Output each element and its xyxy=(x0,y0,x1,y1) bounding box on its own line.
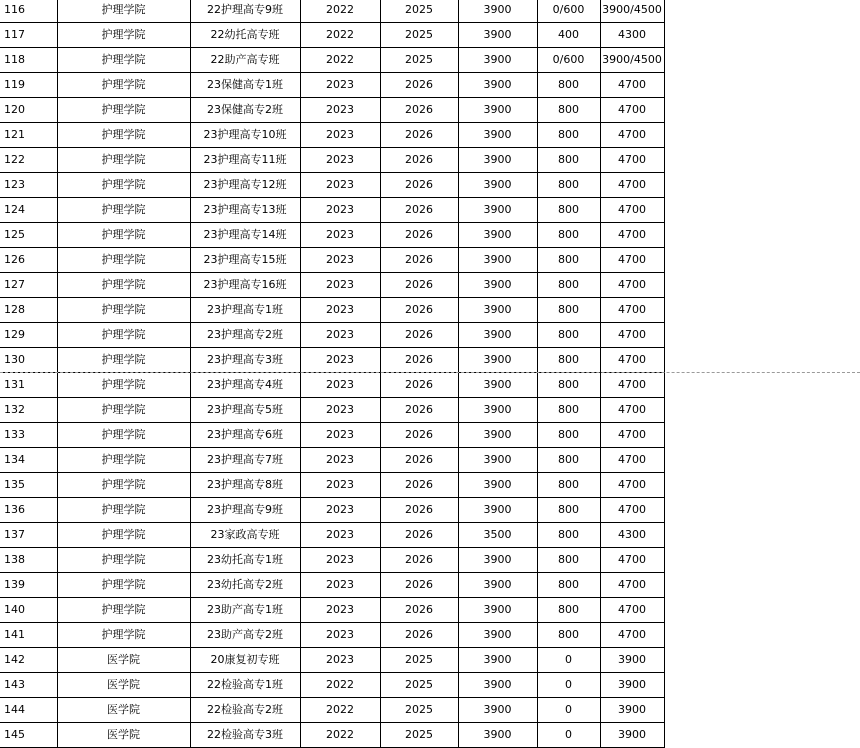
tuition-cell[interactable]: 3900 xyxy=(458,473,537,498)
graduate-year-cell[interactable]: 2025 xyxy=(380,648,458,673)
tuition-cell[interactable]: 3900 xyxy=(458,23,537,48)
class-name-cell[interactable]: 23幼托高专1班 xyxy=(190,548,300,573)
table-row xyxy=(0,548,664,573)
class-name-cell[interactable]: 23护理高专4班 xyxy=(190,373,300,398)
extra-fee-cell[interactable]: 800 xyxy=(537,423,600,448)
total-fee-cell[interactable]: 4700 xyxy=(600,398,664,423)
total-fee-cell[interactable]: 4700 xyxy=(600,548,664,573)
total-fee-cell[interactable]: 4700 xyxy=(600,248,664,273)
table-row xyxy=(0,273,664,298)
tuition-cell[interactable]: 3900 xyxy=(458,73,537,98)
enroll-year-cell[interactable]: 2023 xyxy=(300,548,380,573)
enroll-year-cell[interactable]: 2023 xyxy=(300,173,380,198)
class-name-cell[interactable]: 23护理高专5班 xyxy=(190,398,300,423)
college-cell[interactable]: 护理学院 xyxy=(57,548,190,573)
total-fee-cell[interactable]: 4300 xyxy=(600,23,664,48)
total-fee-cell[interactable]: 3900 xyxy=(600,648,664,673)
row-number-cell[interactable]: 145 xyxy=(0,723,57,748)
graduate-year-cell[interactable]: 2026 xyxy=(380,248,458,273)
table-row xyxy=(0,673,664,698)
graduate-year-cell[interactable]: 2026 xyxy=(380,98,458,123)
total-fee-cell[interactable]: 3900 xyxy=(600,673,664,698)
graduate-year-cell[interactable]: 2026 xyxy=(380,548,458,573)
extra-fee-cell[interactable]: 800 xyxy=(537,173,600,198)
tuition-cell[interactable]: 3900 xyxy=(458,48,537,73)
tuition-cell[interactable]: 3900 xyxy=(458,198,537,223)
extra-fee-cell[interactable]: 800 xyxy=(537,273,600,298)
total-fee-cell[interactable]: 3900 xyxy=(600,723,664,748)
extra-fee-cell[interactable]: 800 xyxy=(537,148,600,173)
enroll-year-cell[interactable]: 2023 xyxy=(300,473,380,498)
table-row xyxy=(0,123,664,148)
total-fee-cell[interactable]: 4700 xyxy=(600,298,664,323)
college-cell[interactable]: 护理学院 xyxy=(57,123,190,148)
extra-fee-cell[interactable]: 0 xyxy=(537,673,600,698)
class-name-cell[interactable]: 23家政高专班 xyxy=(190,523,300,548)
tuition-cell[interactable]: 3900 xyxy=(458,98,537,123)
enroll-year-cell[interactable]: 2023 xyxy=(300,348,380,373)
extra-fee-cell[interactable]: 800 xyxy=(537,573,600,598)
extra-fee-cell[interactable]: 800 xyxy=(537,198,600,223)
total-fee-cell[interactable]: 4700 xyxy=(600,473,664,498)
tuition-cell[interactable]: 3900 xyxy=(458,123,537,148)
tuition-cell[interactable]: 3900 xyxy=(458,423,537,448)
tuition-cell[interactable]: 3900 xyxy=(458,598,537,623)
row-number-cell[interactable]: 133 xyxy=(0,423,57,448)
table-row xyxy=(0,473,664,498)
total-fee-cell[interactable]: 4700 xyxy=(600,598,664,623)
enroll-year-cell[interactable]: 2022 xyxy=(300,48,380,73)
enroll-year-cell[interactable]: 2023 xyxy=(300,398,380,423)
tuition-cell[interactable]: 3900 xyxy=(458,648,537,673)
college-cell[interactable]: 护理学院 xyxy=(57,323,190,348)
tuition-cell[interactable]: 3900 xyxy=(458,498,537,523)
table-row xyxy=(0,248,664,273)
class-name-cell[interactable]: 23助产高专1班 xyxy=(190,598,300,623)
tuition-cell[interactable]: 3900 xyxy=(458,448,537,473)
graduate-year-cell[interactable]: 2026 xyxy=(380,148,458,173)
extra-fee-cell[interactable]: 800 xyxy=(537,123,600,148)
class-name-cell[interactable]: 23护理高专13班 xyxy=(190,198,300,223)
enroll-year-cell[interactable]: 2023 xyxy=(300,148,380,173)
tuition-cell[interactable]: 3900 xyxy=(458,298,537,323)
table-row xyxy=(0,523,664,548)
total-fee-cell[interactable]: 4700 xyxy=(600,73,664,98)
extra-fee-cell[interactable]: 800 xyxy=(537,348,600,373)
graduate-year-cell[interactable]: 2026 xyxy=(380,323,458,348)
extra-fee-cell[interactable]: 800 xyxy=(537,623,600,648)
table-row xyxy=(0,648,664,673)
total-fee-cell[interactable]: 4700 xyxy=(600,373,664,398)
table-row xyxy=(0,573,664,598)
enroll-year-cell[interactable]: 2022 xyxy=(300,673,380,698)
class-name-cell[interactable]: 23护理高专14班 xyxy=(190,223,300,248)
college-cell[interactable]: 医学院 xyxy=(57,673,190,698)
graduate-year-cell[interactable]: 2025 xyxy=(380,0,458,23)
tuition-cell[interactable]: 3900 xyxy=(458,248,537,273)
total-fee-cell[interactable]: 4700 xyxy=(600,448,664,473)
tuition-cell[interactable]: 3900 xyxy=(458,223,537,248)
enroll-year-cell[interactable]: 2023 xyxy=(300,648,380,673)
extra-fee-cell[interactable]: 800 xyxy=(537,298,600,323)
enroll-year-cell[interactable]: 2022 xyxy=(300,0,380,23)
row-number-cell[interactable]: 116 xyxy=(0,0,57,23)
graduate-year-cell[interactable]: 2026 xyxy=(380,223,458,248)
row-number-cell[interactable]: 126 xyxy=(0,248,57,273)
graduate-year-cell[interactable]: 2026 xyxy=(380,173,458,198)
class-name-cell[interactable]: 20康复初专班 xyxy=(190,648,300,673)
graduate-year-cell[interactable]: 2025 xyxy=(380,673,458,698)
enroll-year-cell[interactable]: 2023 xyxy=(300,598,380,623)
table-row xyxy=(0,373,664,398)
tuition-cell[interactable]: 3900 xyxy=(458,173,537,198)
college-cell[interactable]: 护理学院 xyxy=(57,598,190,623)
table-row xyxy=(0,173,664,198)
total-fee-cell[interactable]: 4700 xyxy=(600,423,664,448)
tuition-cell[interactable]: 3900 xyxy=(458,548,537,573)
table-row xyxy=(0,623,664,648)
total-fee-cell[interactable]: 4700 xyxy=(600,273,664,298)
extra-fee-cell[interactable]: 800 xyxy=(537,448,600,473)
graduate-year-cell[interactable]: 2026 xyxy=(380,398,458,423)
tuition-cell[interactable]: 3900 xyxy=(458,673,537,698)
enroll-year-cell[interactable]: 2023 xyxy=(300,623,380,648)
graduate-year-cell[interactable]: 2026 xyxy=(380,598,458,623)
college-cell[interactable]: 护理学院 xyxy=(57,623,190,648)
class-name-cell[interactable]: 23护理高专12班 xyxy=(190,173,300,198)
college-cell[interactable]: 护理学院 xyxy=(57,398,190,423)
graduate-year-cell[interactable]: 2025 xyxy=(380,698,458,723)
class-name-cell[interactable]: 23助产高专2班 xyxy=(190,623,300,648)
row-number-cell[interactable]: 121 xyxy=(0,123,57,148)
college-cell[interactable]: 医学院 xyxy=(57,698,190,723)
enroll-year-cell[interactable]: 2023 xyxy=(300,298,380,323)
row-number-cell[interactable]: 125 xyxy=(0,223,57,248)
college-cell[interactable]: 护理学院 xyxy=(57,448,190,473)
enroll-year-cell[interactable]: 2023 xyxy=(300,198,380,223)
enroll-year-cell[interactable]: 2023 xyxy=(300,448,380,473)
total-fee-cell[interactable]: 4700 xyxy=(600,123,664,148)
class-name-cell[interactable]: 23幼托高专2班 xyxy=(190,573,300,598)
total-fee-cell[interactable]: 4700 xyxy=(600,223,664,248)
row-number-cell[interactable]: 124 xyxy=(0,198,57,223)
total-fee-cell[interactable]: 4700 xyxy=(600,348,664,373)
extra-fee-cell[interactable]: 800 xyxy=(537,98,600,123)
tuition-cell[interactable]: 3900 xyxy=(458,698,537,723)
class-name-cell[interactable]: 23护理高专3班 xyxy=(190,348,300,373)
row-number-cell[interactable]: 142 xyxy=(0,648,57,673)
row-number-cell[interactable]: 129 xyxy=(0,323,57,348)
enroll-year-cell[interactable]: 2023 xyxy=(300,123,380,148)
tuition-cell[interactable]: 3900 xyxy=(458,148,537,173)
class-name-cell[interactable]: 23护理高专11班 xyxy=(190,148,300,173)
extra-fee-cell[interactable]: 800 xyxy=(537,373,600,398)
extra-fee-cell[interactable]: 800 xyxy=(537,248,600,273)
class-name-cell[interactable]: 22幼托高专班 xyxy=(190,23,300,48)
college-cell[interactable]: 医学院 xyxy=(57,648,190,673)
college-cell[interactable]: 护理学院 xyxy=(57,298,190,323)
college-cell[interactable]: 护理学院 xyxy=(57,423,190,448)
total-fee-cell[interactable]: 4700 xyxy=(600,198,664,223)
college-cell[interactable]: 护理学院 xyxy=(57,248,190,273)
total-fee-cell[interactable]: 3900/4500 xyxy=(600,0,664,23)
tuition-cell[interactable]: 3900 xyxy=(458,273,537,298)
table-row xyxy=(0,348,664,373)
graduate-year-cell[interactable]: 2026 xyxy=(380,198,458,223)
table-row xyxy=(0,73,664,98)
tuition-cell[interactable]: 3900 xyxy=(458,323,537,348)
row-number-cell[interactable]: 117 xyxy=(0,23,57,48)
college-cell[interactable]: 医学院 xyxy=(57,723,190,748)
graduate-year-cell[interactable]: 2025 xyxy=(380,23,458,48)
college-cell[interactable]: 护理学院 xyxy=(57,473,190,498)
class-name-cell[interactable]: 23护理高专2班 xyxy=(190,323,300,348)
row-number-cell[interactable]: 144 xyxy=(0,698,57,723)
extra-fee-cell[interactable]: 800 xyxy=(537,473,600,498)
class-name-cell[interactable]: 23护理高专1班 xyxy=(190,298,300,323)
extra-fee-cell[interactable]: 800 xyxy=(537,598,600,623)
table-row xyxy=(0,0,664,23)
table-row xyxy=(0,198,664,223)
tuition-cell[interactable]: 3500 xyxy=(458,523,537,548)
extra-fee-cell[interactable]: 800 xyxy=(537,223,600,248)
extra-fee-cell[interactable]: 0 xyxy=(537,723,600,748)
extra-fee-cell[interactable]: 800 xyxy=(537,523,600,548)
class-name-cell[interactable]: 23护理高专9班 xyxy=(190,498,300,523)
extra-fee-cell[interactable]: 0 xyxy=(537,648,600,673)
total-fee-cell[interactable]: 4700 xyxy=(600,98,664,123)
enroll-year-cell[interactable]: 2023 xyxy=(300,523,380,548)
college-cell[interactable]: 护理学院 xyxy=(57,223,190,248)
enroll-year-cell[interactable]: 2023 xyxy=(300,248,380,273)
tuition-cell[interactable]: 3900 xyxy=(458,623,537,648)
total-fee-cell[interactable]: 4700 xyxy=(600,573,664,598)
graduate-year-cell[interactable]: 2026 xyxy=(380,373,458,398)
row-number-cell[interactable]: 135 xyxy=(0,473,57,498)
enroll-year-cell[interactable]: 2023 xyxy=(300,373,380,398)
enroll-year-cell[interactable]: 2023 xyxy=(300,498,380,523)
tuition-cell[interactable]: 3900 xyxy=(458,348,537,373)
row-number-cell[interactable]: 139 xyxy=(0,573,57,598)
graduate-year-cell[interactable]: 2025 xyxy=(380,723,458,748)
total-fee-cell[interactable]: 4700 xyxy=(600,498,664,523)
college-cell[interactable]: 护理学院 xyxy=(57,348,190,373)
row-number-cell[interactable]: 123 xyxy=(0,173,57,198)
college-cell[interactable]: 护理学院 xyxy=(57,148,190,173)
college-cell[interactable]: 护理学院 xyxy=(57,273,190,298)
row-number-cell[interactable]: 118 xyxy=(0,48,57,73)
graduate-year-cell[interactable]: 2026 xyxy=(380,473,458,498)
enroll-year-cell[interactable]: 2023 xyxy=(300,98,380,123)
enroll-year-cell[interactable]: 2023 xyxy=(300,73,380,98)
table-row xyxy=(0,48,664,73)
tuition-cell[interactable]: 3900 xyxy=(458,573,537,598)
table-row xyxy=(0,223,664,248)
total-fee-cell[interactable]: 4700 xyxy=(600,173,664,198)
row-number-cell[interactable]: 136 xyxy=(0,498,57,523)
row-number-cell[interactable]: 143 xyxy=(0,673,57,698)
extra-fee-cell[interactable]: 0/600 xyxy=(537,48,600,73)
table-row xyxy=(0,448,664,473)
enroll-year-cell[interactable]: 2022 xyxy=(300,698,380,723)
college-cell[interactable]: 护理学院 xyxy=(57,198,190,223)
total-fee-cell[interactable]: 4300 xyxy=(600,523,664,548)
enroll-year-cell[interactable]: 2022 xyxy=(300,23,380,48)
row-number-cell[interactable]: 132 xyxy=(0,398,57,423)
extra-fee-cell[interactable]: 800 xyxy=(537,73,600,98)
row-number-cell[interactable]: 127 xyxy=(0,273,57,298)
college-cell[interactable]: 护理学院 xyxy=(57,573,190,598)
enroll-year-cell[interactable]: 2023 xyxy=(300,423,380,448)
class-name-cell[interactable]: 23护理高专6班 xyxy=(190,423,300,448)
college-cell[interactable]: 护理学院 xyxy=(57,498,190,523)
class-name-cell[interactable]: 22检验高专3班 xyxy=(190,723,300,748)
row-number-cell[interactable]: 120 xyxy=(0,98,57,123)
total-fee-cell[interactable]: 3900/4500 xyxy=(600,48,664,73)
extra-fee-cell[interactable]: 0/600 xyxy=(537,0,600,23)
row-number-cell[interactable]: 134 xyxy=(0,448,57,473)
extra-fee-cell[interactable]: 0 xyxy=(537,698,600,723)
row-number-cell[interactable]: 138 xyxy=(0,548,57,573)
tuition-cell[interactable]: 3900 xyxy=(458,373,537,398)
graduate-year-cell[interactable]: 2026 xyxy=(380,623,458,648)
extra-fee-cell[interactable]: 800 xyxy=(537,398,600,423)
graduate-year-cell[interactable]: 2026 xyxy=(380,298,458,323)
enroll-year-cell[interactable]: 2023 xyxy=(300,573,380,598)
row-number-cell[interactable]: 122 xyxy=(0,148,57,173)
row-number-cell[interactable]: 128 xyxy=(0,298,57,323)
college-cell[interactable]: 护理学院 xyxy=(57,98,190,123)
table-row xyxy=(0,423,664,448)
extra-fee-cell[interactable]: 400 xyxy=(537,23,600,48)
table-row xyxy=(0,98,664,123)
row-number-cell[interactable]: 131 xyxy=(0,373,57,398)
extra-fee-cell[interactable]: 800 xyxy=(537,498,600,523)
row-number-cell[interactable]: 119 xyxy=(0,73,57,98)
table-row xyxy=(0,498,664,523)
class-name-cell[interactable]: 23护理高专15班 xyxy=(190,248,300,273)
table-row xyxy=(0,23,664,48)
row-number-cell[interactable]: 141 xyxy=(0,623,57,648)
enroll-year-cell[interactable]: 2023 xyxy=(300,273,380,298)
graduate-year-cell[interactable]: 2026 xyxy=(380,523,458,548)
table-row xyxy=(0,148,664,173)
extra-fee-cell[interactable]: 800 xyxy=(537,548,600,573)
college-cell[interactable]: 护理学院 xyxy=(57,0,190,23)
graduate-year-cell[interactable]: 2026 xyxy=(380,448,458,473)
class-name-cell[interactable]: 23护理高专16班 xyxy=(190,273,300,298)
class-name-cell[interactable]: 22护理高专9班 xyxy=(190,0,300,23)
tuition-cell[interactable]: 3900 xyxy=(458,723,537,748)
class-name-cell[interactable]: 22检验高专2班 xyxy=(190,698,300,723)
class-name-cell[interactable]: 23保健高专1班 xyxy=(190,73,300,98)
graduate-year-cell[interactable]: 2026 xyxy=(380,73,458,98)
tuition-cell[interactable]: 3900 xyxy=(458,0,537,23)
college-cell[interactable]: 护理学院 xyxy=(57,523,190,548)
class-name-cell[interactable]: 23保健高专2班 xyxy=(190,98,300,123)
class-name-cell[interactable]: 23护理高专8班 xyxy=(190,473,300,498)
page-break-line xyxy=(0,372,860,373)
class-name-cell[interactable]: 23护理高专7班 xyxy=(190,448,300,473)
college-cell[interactable]: 护理学院 xyxy=(57,373,190,398)
table-row xyxy=(0,323,664,348)
total-fee-cell[interactable]: 4700 xyxy=(600,323,664,348)
class-name-cell[interactable]: 22助产高专班 xyxy=(190,48,300,73)
class-name-cell[interactable]: 23护理高专10班 xyxy=(190,123,300,148)
enroll-year-cell[interactable]: 2023 xyxy=(300,223,380,248)
college-cell[interactable]: 护理学院 xyxy=(57,23,190,48)
row-number-cell[interactable]: 130 xyxy=(0,348,57,373)
table-row xyxy=(0,698,664,723)
tuition-cell[interactable]: 3900 xyxy=(458,398,537,423)
graduate-year-cell[interactable]: 2026 xyxy=(380,498,458,523)
table-row xyxy=(0,298,664,323)
college-cell[interactable]: 护理学院 xyxy=(57,48,190,73)
total-fee-cell[interactable]: 4700 xyxy=(600,623,664,648)
enroll-year-cell[interactable]: 2022 xyxy=(300,723,380,748)
graduate-year-cell[interactable]: 2026 xyxy=(380,123,458,148)
graduate-year-cell[interactable]: 2025 xyxy=(380,48,458,73)
enroll-year-cell[interactable]: 2023 xyxy=(300,323,380,348)
graduate-year-cell[interactable]: 2026 xyxy=(380,573,458,598)
total-fee-cell[interactable]: 3900 xyxy=(600,698,664,723)
graduate-year-cell[interactable]: 2026 xyxy=(380,273,458,298)
class-name-cell[interactable]: 22检验高专1班 xyxy=(190,673,300,698)
row-number-cell[interactable]: 140 xyxy=(0,598,57,623)
graduate-year-cell[interactable]: 2026 xyxy=(380,348,458,373)
row-number-cell[interactable]: 137 xyxy=(0,523,57,548)
table-row xyxy=(0,398,664,423)
college-cell[interactable]: 护理学院 xyxy=(57,73,190,98)
extra-fee-cell[interactable]: 800 xyxy=(537,323,600,348)
table-row xyxy=(0,598,664,623)
graduate-year-cell[interactable]: 2026 xyxy=(380,423,458,448)
total-fee-cell[interactable]: 4700 xyxy=(600,148,664,173)
college-cell[interactable]: 护理学院 xyxy=(57,173,190,198)
